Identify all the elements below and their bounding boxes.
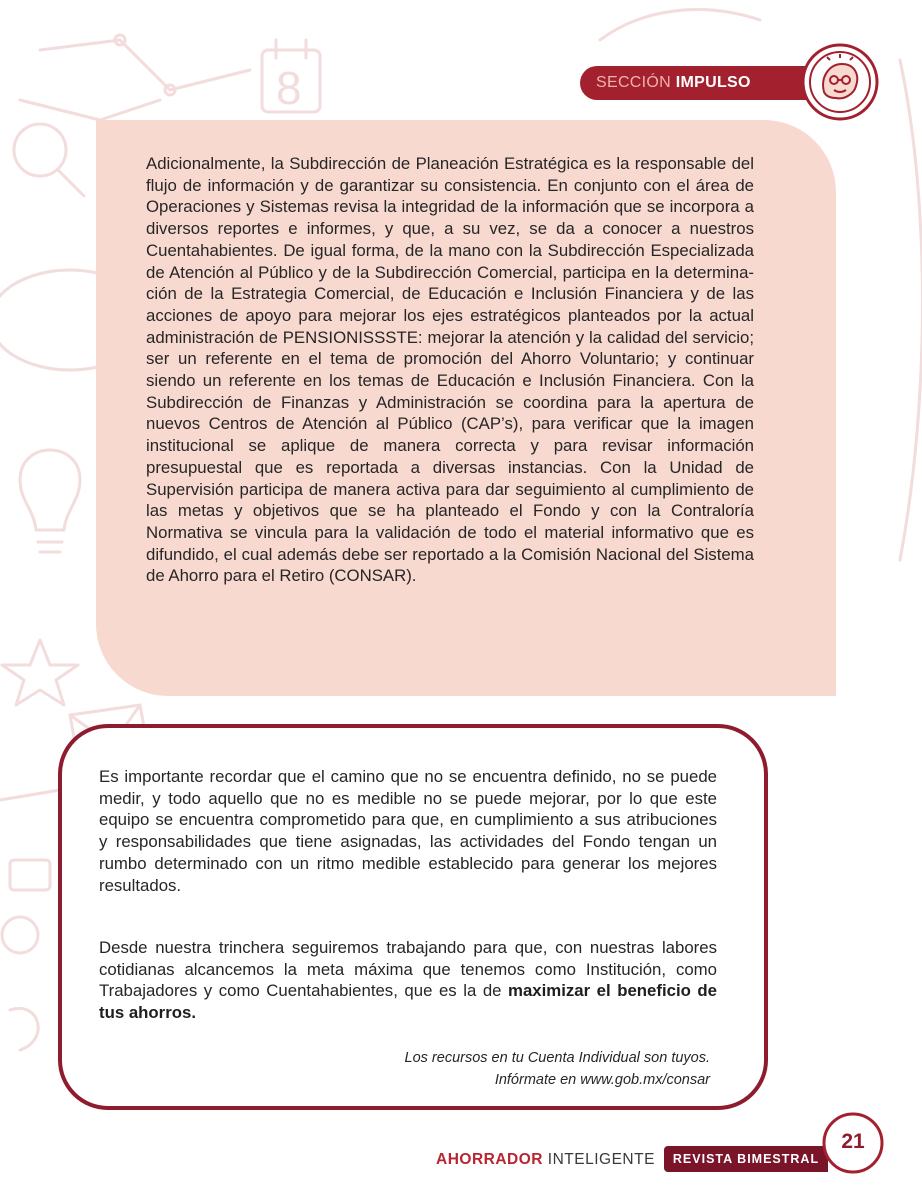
page-number: 21	[841, 1130, 865, 1153]
chart-icon	[10, 860, 50, 890]
lightbulb-icon	[20, 450, 80, 530]
network-lines-decoration	[20, 40, 250, 120]
section-tab	[580, 66, 830, 100]
star-icon	[2, 640, 78, 705]
footer-brand	[436, 1150, 655, 1170]
note-line-2: Infórmate en www.gob.mx/consar	[494, 1072, 710, 1088]
spiral-decoration	[10, 1008, 38, 1050]
outlined-text-box	[58, 724, 768, 1110]
swirl-decoration	[600, 10, 760, 40]
outline-paragraph-1: Es importante recordar que el camino que no se encuentra definido, no se puede medir, y todo aquello que no es medible no se puede mejorar, por lo que este equipo se encuentra comprometido para que, en cumplimiento a sus atribuciones y responsabilidades que tiene asignadas, las actividades del Fondo tengan un rumbo determinado con un ritmo medible establecido para generar los mejores resultados.	[99, 767, 717, 895]
coin-icon	[2, 917, 38, 953]
section-label-light: SECCIÓN	[596, 74, 671, 91]
footer-brand-light: INTELIGENTE	[547, 1151, 655, 1168]
note-line-1: Los recursos en tu Cuenta Individual son tuyos.	[404, 1050, 710, 1066]
outline-paragraph-2	[99, 937, 717, 1024]
magnifier-icon	[14, 124, 66, 176]
line-decoration	[0, 790, 60, 800]
section-label-bold: IMPULSO	[675, 74, 751, 91]
outline-paragraph-2-bold: maximizar el beneficio de tus ahorros.	[99, 981, 717, 1023]
mascot-emblem-icon	[800, 42, 880, 122]
footer-brand-bold: AHORRADOR	[436, 1151, 543, 1168]
pink-text-box	[96, 120, 836, 696]
svg-text:8: 8	[276, 62, 302, 114]
footer-tab: REVISTA BIMESTRAL	[664, 1146, 828, 1172]
outline-paragraph-2-text: Desde nuestra trinchera seguiremos trabajando para que, con nuestras labores cotidianas alcancemos la meta máxima que tenemos como Institución, como Trabajadores y como Cuentahabientes, que es la de	[99, 938, 717, 1001]
arc-decoration	[900, 60, 922, 560]
pink-box-paragraph: Adicionalmente, la Subdirección de Planeación Estratégica es la responsable del flujo de información y de garantizar su consistencia. En conjunto con el área de Operaciones y Sistemas revisa la integridad de la información que se incorpora a diversos reportes e informes, y que, a su vez, se da a conocer a nuestros Cuentahabientes. De igual forma, de la mano con la Subdirección Especializada de Atención al Público y de la Subdirección Comercial, participa en la determinación de la Estrategia Comercial, de Educación e Inclusión Financiera y de las acciones de apoyo para mejorar los ejes estratégicos planteados por la actual administración de PENSIONISSSTE: mejorar la atención y la calidad del servicio; ser un referente en el tema de promoción del Ahorro Voluntario; y continuar siendo un referente en los temas de Educación e Inclusión Financiera. Con la Subdirección de Finanzas y Administración se coordina para la apertura de nuevos Centros de Atención al Público (CAP’s), para verificar que la imagen institucional se aplique de manera correcta y para revisar información presupuestal que es reportada a diversas instancias. Con la Unidad de Supervisión participa de manera activa para dar seguimiento al cumplimiento de las metas y objetivos que se ha planteado el Fondo y con la Contraloría Normativa se vincula para la validación de todo el material informativo que es difundido, el cual además debe ser reportado a la Comisión Nacional del Sistema de Ahorro para el Retiro (CONSAR).	[146, 154, 754, 586]
